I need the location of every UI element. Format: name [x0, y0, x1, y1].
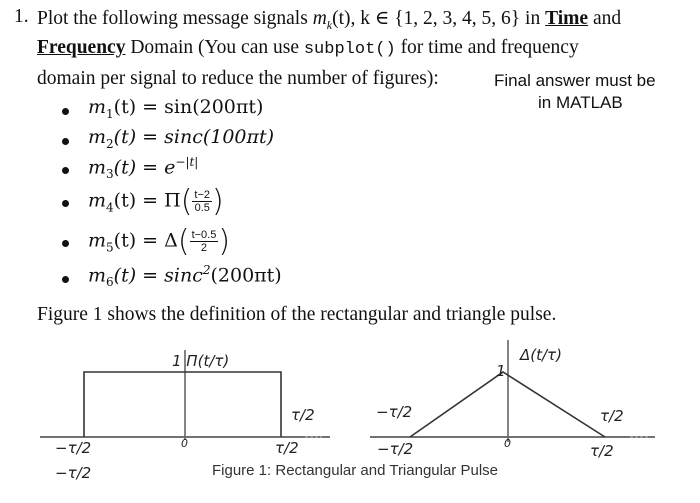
signal-m4: $m_4(t) = \Pi$( $\frac{t-2}{0.5}$ )	[88, 184, 224, 219]
time-word: Time	[545, 8, 589, 29]
rect-neg-tau-half-a: −τ/2	[55, 439, 92, 457]
signal-m2: $m_2(t) = \sin c(100\pi t)$	[88, 126, 275, 151]
signal-m6: $m_6(t) = \sin c^2(200\pi t)$	[88, 263, 282, 290]
tri-tau-half-lower: τ/2	[590, 442, 614, 460]
question-line-2: Frequency Domain (You can use subplot() for time and frequency	[37, 37, 579, 59]
question-line-1: Plot the following message signals $m_k(t)$, k ∈ {1, 2, 3, 4, 5, 6} in Time and	[37, 8, 622, 32]
tri-label: Δ(t/τ)	[520, 346, 562, 364]
rect-label: 1 Π(t/τ)	[172, 352, 230, 370]
tri-neg-tau-half-upper: −τ/2	[376, 403, 413, 421]
subplot-code: subplot()	[303, 40, 396, 59]
signal-m5: $m_5(t) = \Delta$( $\frac{t-0.5}{2}$ )	[88, 224, 231, 259]
tri-pulse	[370, 340, 655, 442]
figure-caption: Figure 1: Rectangular and Triangular Pulse	[212, 462, 498, 479]
signal-m1: $m_1(t) = \sin(200\pi t)$	[88, 96, 264, 121]
matlab-note-line-2: in MATLAB	[538, 93, 623, 112]
rect-pulse-shape	[84, 372, 281, 437]
tri-origin: 0	[504, 437, 511, 450]
question-line-3: domain per signal to reduce the number of figures):	[37, 68, 439, 89]
rect-tau-half-lower: τ/2	[275, 439, 299, 457]
rect-tau-half-upper: τ/2	[291, 406, 315, 424]
tri-tau-half-upper: τ/2	[600, 407, 624, 425]
figure-description: Figure 1 shows the definition of the rectangular and triangle pulse.	[37, 304, 557, 325]
frequency-word: Frequency	[37, 37, 126, 58]
tri-neg-tau-half-lower: −τ/2	[377, 440, 414, 458]
tri-peak-one: 1	[496, 362, 506, 380]
matlab-note-line-1: Final answer must be	[494, 71, 656, 90]
question-number: 1.	[14, 6, 29, 27]
signal-m3: $m_3(t) = e^{-|t|}$	[88, 155, 199, 182]
rect-neg-tau-half-b: −τ/2	[55, 464, 92, 482]
rect-origin: 0	[181, 437, 188, 450]
